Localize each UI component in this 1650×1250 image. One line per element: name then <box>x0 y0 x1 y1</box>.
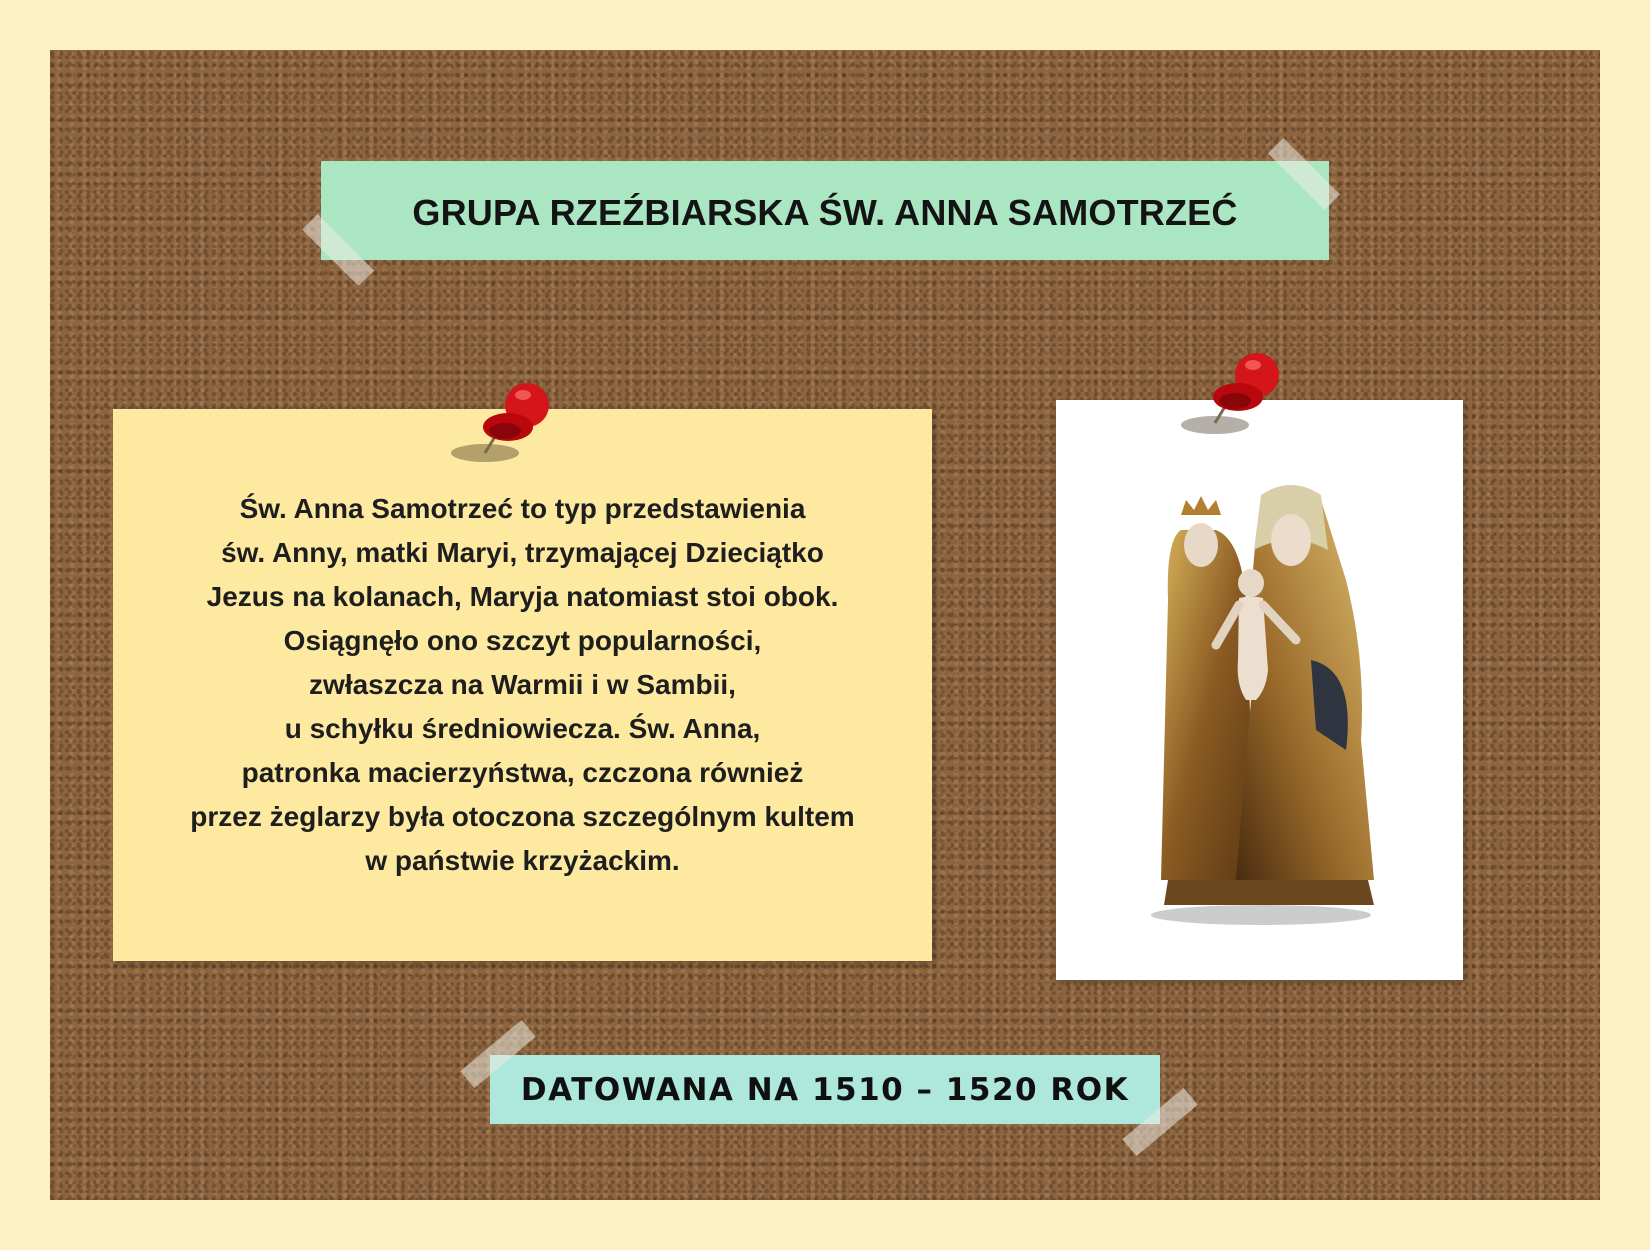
description-line: Jezus na kolanach, Maryja natomiast stoi obok. <box>206 581 839 612</box>
push-pin-icon <box>445 375 575 475</box>
description-line: zwłaszcza na Warmii i w Sambii, <box>309 669 736 700</box>
date-note <box>490 1055 1160 1124</box>
title-note <box>321 161 1329 260</box>
page-title: GRUPA RZEŹBIARSKA ŚW. ANNA SAMOTRZEĆ <box>412 191 1238 233</box>
description-line: Św. Anna Samotrzeć to typ przedstawienia <box>239 493 806 524</box>
description-line: u schyłku średniowiecza. Św. Anna, <box>284 713 761 744</box>
sculpture-photo-card <box>1056 400 1463 980</box>
sculpture-image <box>1056 400 1463 980</box>
description-line: św. Anny, matki Maryi, trzymającej Dzieciątko <box>221 537 824 568</box>
date-label: DATOWANA NA 1510 – 1520 ROK <box>520 1071 1130 1108</box>
description-line: w państwie krzyżackim. <box>365 845 680 876</box>
push-pin-icon <box>1175 345 1305 445</box>
description-line: patronka macierzyństwa, czczona również <box>241 757 804 788</box>
description-note <box>113 409 932 961</box>
description-line: Osiągnęło ono szczyt popularności, <box>283 625 762 656</box>
description-line: przez żeglarzy była otoczona szczególnym kultem <box>190 801 855 832</box>
description-text <box>153 487 892 883</box>
